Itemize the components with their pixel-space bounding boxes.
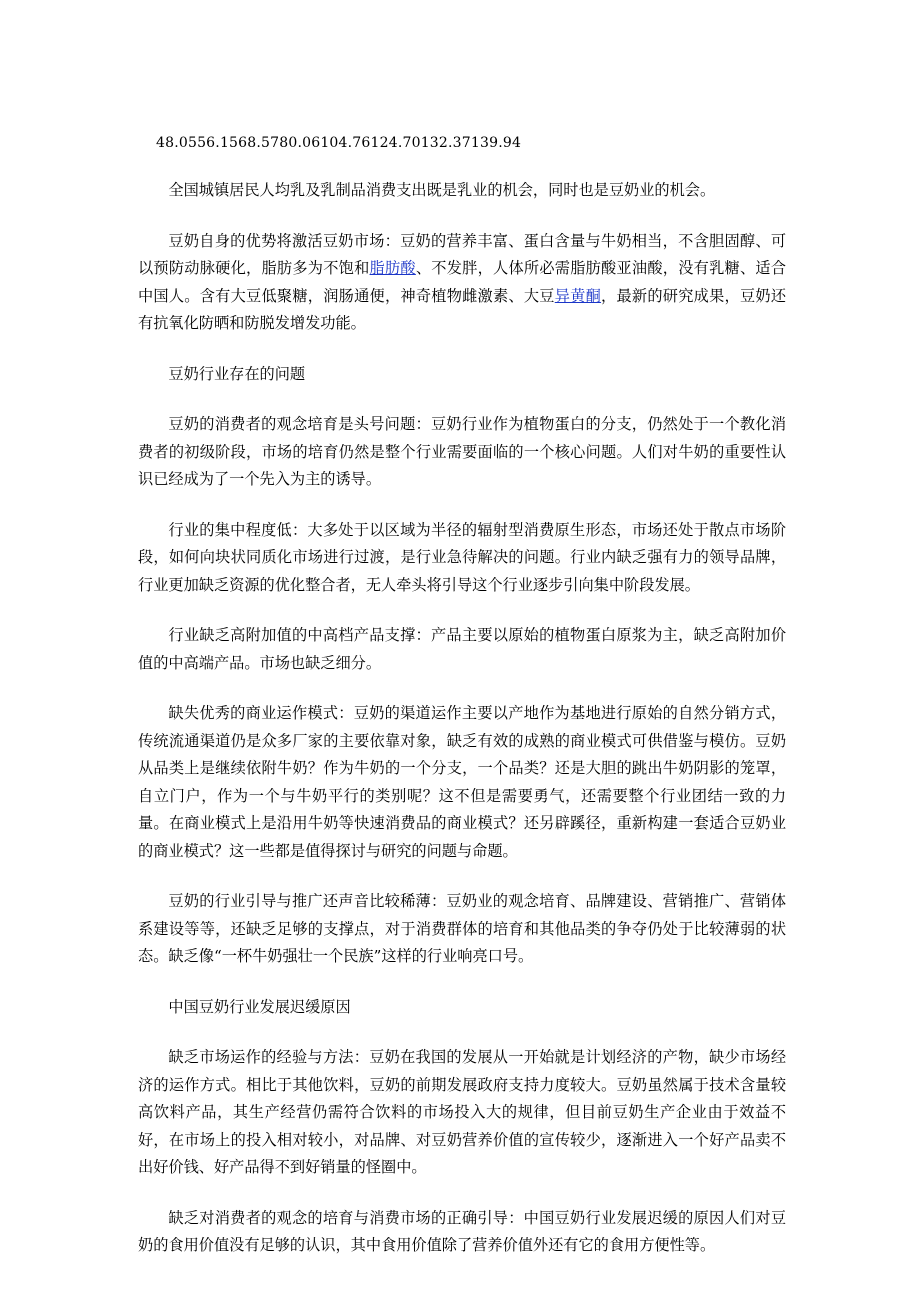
paragraph-low-concentration: 行业的集中程度低：大多处于以区域为半径的辐射型消费原生形态，市场还处于散点市场阶段，如何向块状同质化市场进行过渡，是行业急待解决的问题。行业内缺乏强有力的领导品牌，行业更加缺乏资源的优化整合者，无人牵头将引导这个行业逐步引向集中阶段发展。 [138, 520, 786, 594]
paragraph-text: 豆奶自身的优势将激活豆奶市场：豆奶的营养丰富、蛋白含量与牛奶相当，不含胆固醇、可以预防动脉硬化，脂肪多为不饱和 [138, 231, 786, 277]
number-line: 48.0556.1568.5780.06104.76124.70132.37139.94 [156, 135, 522, 151]
paragraph-market-experience: 缺乏市场运作的经验与方法：豆奶在我国的发展从一开始就是计划经济的产物，缺少市场经济的运作方式。相比于其他饮料，豆奶的前期发展政府支持力度较大。豆奶虽然属于技术含量较高饮料产品，其生产经营仍需符合饮料的市场投入大的规律，但目前豆奶生产企业由于效益不好，在市场上的投入相对较小，对品牌、对豆奶营养价值的宣传较少，逐渐进入一个好产品卖不出好价钱、好产品得不到好销量的怪圈中。 [138, 1048, 786, 1176]
paragraph-business-model: 缺失优秀的商业运作模式：豆奶的渠道运作主要以产地作为基地进行原始的自然分销方式，传统流通渠道仍是众多厂家的主要依靠对象，缺乏有效的成熟的商业模式可供借鉴与模仿。豆奶从品类上是继续依附牛奶？作为牛奶的一个分支，一个品类？还是大胆的跳出牛奶阴影的笼罩，自立门户，作为一个与牛奶平行的类别呢？这不但是需要勇气，还需要整个行业团结一致的力量。在商业模式上是沿用牛奶等快速消费品的商业模式？还另辟蹊径，重新构建一套适合豆奶业的商业模式？这一些都是值得探讨与研究的问题与命题。 [138, 704, 786, 860]
paragraph-text: ，最新的研究成果，豆奶还有抗氧化防晒和防脱发增发功能。 [138, 286, 787, 332]
section-heading-slow-development: 中国豆奶行业发展迟缓原因 [168, 997, 351, 1016]
link-isoflavone[interactable]: 异黄酮 [554, 286, 602, 305]
paragraph-soymilk-advantages [138, 228, 786, 338]
paragraph-promotion: 豆奶的行业引导与推广还声音比较稀薄：豆奶业的观念培育、品牌建设、营销推广、营销体系建设等等，还缺乏足够的支撑点，对于消费群体的培育和其他品类的争夺仍处于比较薄弱的状态。缺乏像“一杯牛奶强壮一个民族”这样的行业响亮口号。 [138, 892, 786, 965]
link-fatty-acid[interactable]: 脂肪酸 [369, 259, 416, 277]
paragraph-consumption-opportunity: 全国城镇居民人均乳及乳制品消费支出既是乳业的机会，同时也是豆奶业的机会。 [168, 181, 716, 199]
paragraph-consumer-guidance: 缺乏对消费者的观念的培育与消费市场的正确引导：中国豆奶行业发展迟缓的原因人们对豆奶的食用价值没有足够的认识，其中食用价值除了营养价值外还有它的食用方便性等。 [138, 1208, 786, 1254]
paragraph-high-value-products: 行业缺乏高附加值的中高档产品支撑：产品主要以原始的植物蛋白原浆为主，缺乏高附加价值的中高端产品。市场也缺乏细分。 [138, 626, 786, 672]
paragraph-text: 、不发胖，人体所必需脂肪酸亚油酸，没有乳糖、适合中国人。含有大豆低聚糖，润肠通便，神奇植物雌激素、大豆 [138, 259, 787, 305]
paragraph-consumer-education: 豆奶的消费者的观念培育是头号问题：豆奶行业作为植物蛋白的分支，仍然处于一个教化消费者的初级阶段，市场的培育仍然是整个行业需要面临的一个核心问题。人们对牛奶的重要性认识已经成为了一个先入为主的诱导。 [138, 415, 786, 488]
section-heading-industry-problems: 豆奶行业存在的问题 [168, 364, 306, 383]
document-page [138, 128, 786, 1260]
